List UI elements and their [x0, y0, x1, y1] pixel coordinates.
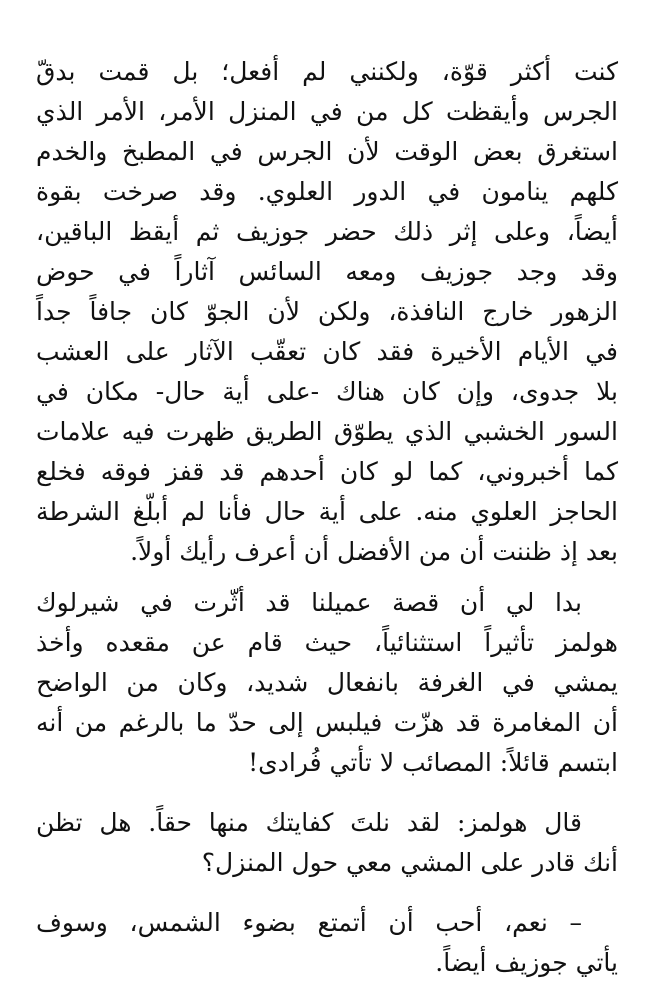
text-line: يأتي جوزيف أيضاً.	[435, 948, 618, 977]
text-line: – نعم، أحب أن أتمتع بضوء الشمس، وسوف	[36, 908, 582, 937]
text-line: بلا جدوى، وإن كان هناك -على أية حال- مكان في	[36, 377, 618, 406]
text-line: في الأيام الأخيرة فقد كان تعقّب الآثار على العشب	[36, 337, 618, 366]
text-line: كلهم ينامون في الدور العلوي. وقد صرخت بقوة	[36, 177, 618, 206]
text-line: الحاجز العلوي منه. على أية حال فأنا لم أبلّغ الشرطة	[36, 497, 618, 526]
text-line: وقد وجد جوزيف ومعه السائس آثاراً في حوض	[36, 257, 618, 286]
paragraph-reply	[36, 903, 618, 983]
text-line: هولمز تأثيراً استثنائياً، حيث قام عن مقعده وأخذ	[36, 628, 618, 657]
text-line: بعد إذ ظننت أن من الأفضل أن أعرف رأيك أولاً.	[130, 537, 618, 566]
paragraph-holmes-question	[36, 803, 618, 883]
text-line: كما أخبروني، كما لو كان أحدهم قد قفز فوقه فخلع	[36, 457, 618, 486]
text-line: الجرس وأيقظت كل من في المنزل الأمر، الأمر الذي	[36, 97, 618, 126]
paragraph-story-account	[36, 52, 618, 572]
text-line: السور الخشبي الذي يطوّق الطريق ظهرت فيه علامات	[36, 417, 618, 446]
text-line: يمشي في الغرفة بانفعال شديد، وكان من الواضح	[36, 668, 618, 697]
text-line: بدا لي أن قصة عميلنا قد أثّرت في شيرلوك	[36, 588, 582, 617]
text-line: أيضاً، وعلى إثر ذلك حضر جوزيف ثم أيقظ الباقين،	[36, 217, 618, 246]
text-line: كنت أكثر قوّة، ولكنني لم أفعل؛ بل قمت بدقّ	[36, 57, 618, 86]
text-line: ابتسم قائلاً: المصائب لا تأتي فُرادى!	[248, 748, 618, 777]
text-line: أنك قادر على المشي معي حول المنزل؟	[201, 848, 618, 877]
text-line: استغرق بعض الوقت لأن الجرس في المطبخ والخدم	[36, 137, 618, 166]
text-line: أن المغامرة قد هزّت فيلبس إلى حدّ ما بالرغم من أنه	[36, 708, 618, 737]
text-line: الزهور خارج النافذة، ولكن لأن الجوّ كان جافاً جداً	[36, 297, 618, 326]
paragraph-holmes-reaction	[36, 583, 618, 783]
text-line: قال هولمز: لقد نلتَ كفايتك منها حقاً. هل تظن	[36, 808, 582, 837]
